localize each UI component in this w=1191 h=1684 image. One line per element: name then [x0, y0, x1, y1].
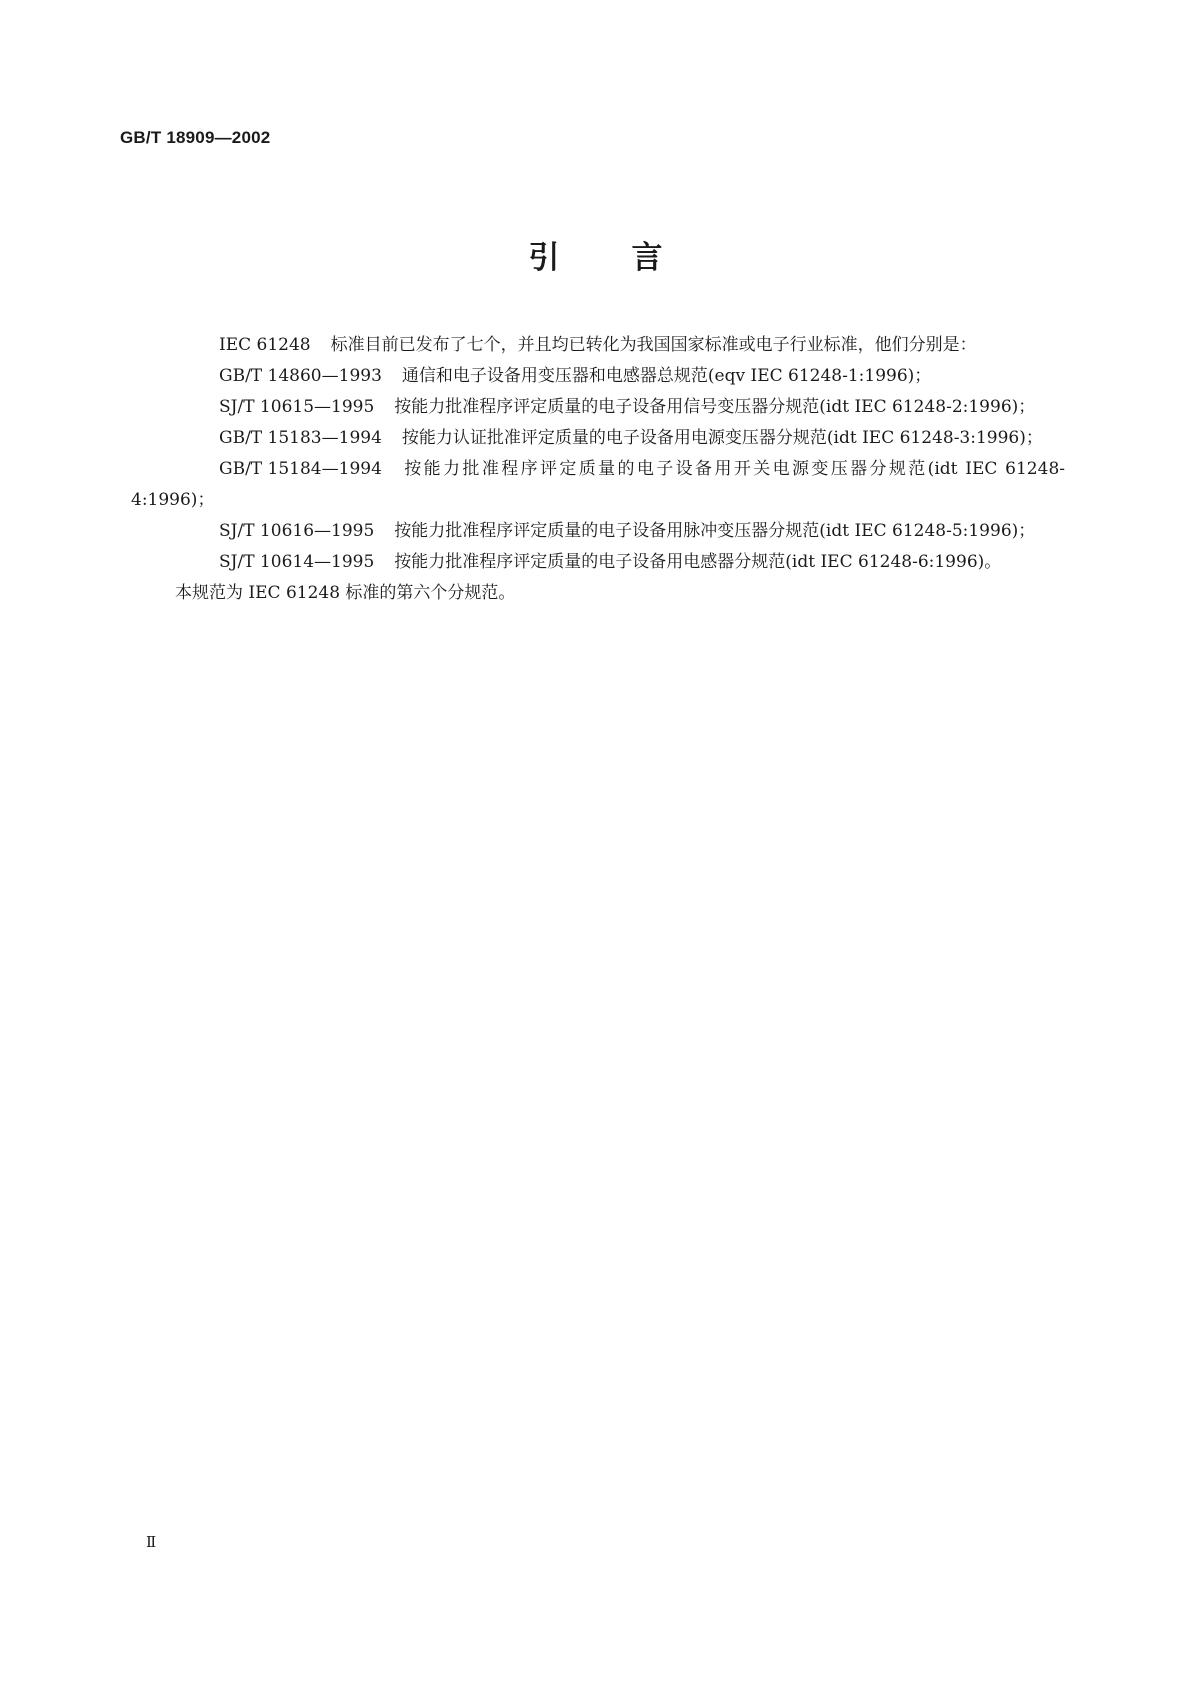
item-title: 通信和电子设备用变压器和电感器总规范(eqv IEC 61248-1:1996)； [401, 366, 932, 386]
item-title: 按能力批准程序评定质量的电子设备用电感器分规范(idt IEC 61248-6:1996)。 [394, 552, 1002, 572]
item-title: 按能力批准程序评定质量的电子设备用信号变压器分规范(idt IEC 61248-2:1996)； [394, 397, 1036, 417]
item-code: GB/T 15183—1994 [219, 428, 382, 448]
item-code: SJ/T 10614—1995 [219, 552, 375, 572]
standard-code: GB/T 18909—2002 [120, 128, 271, 147]
standard-item [131, 547, 1065, 578]
standard-item [131, 423, 1065, 454]
body-text [131, 330, 1065, 609]
intro-text: 标准目前已发布了七个，并且均已转化为我国国家标准或电子行业标准，他们分别是： [330, 335, 977, 355]
item-code: GB/T 15184—1994 [219, 459, 382, 479]
page-title-char-1: 引 [528, 240, 560, 276]
item-code: GB/T 14860—1993 [219, 366, 382, 386]
page-title-char-2: 言 [631, 240, 663, 276]
page-number: Ⅱ [146, 1535, 157, 1551]
closing-paragraph: 本规范为 IEC 61248 标准的第六个分规范。 [175, 583, 516, 603]
item-title: 按能力批准程序评定质量的电子设备用脉冲变压器分规范(idt IEC 61248-5:1996)； [394, 521, 1036, 541]
intro-standard-code: IEC 61248 [219, 335, 311, 355]
item-title: 按能力批准程序评定质量的电子设备用开关电源变压器分规范(idt IEC 61248-4:1996)； [131, 459, 1065, 510]
standard-item [131, 454, 1065, 516]
page-title [0, 232, 1191, 277]
standard-item [131, 392, 1065, 423]
standard-item [131, 516, 1065, 547]
item-code: SJ/T 10615—1995 [219, 397, 375, 417]
item-code: SJ/T 10616—1995 [219, 521, 375, 541]
item-title: 按能力认证批准评定质量的电子设备用电源变压器分规范(idt IEC 61248-3:1996)； [401, 428, 1043, 448]
standard-item [131, 361, 1065, 392]
intro-paragraph [131, 330, 1065, 361]
